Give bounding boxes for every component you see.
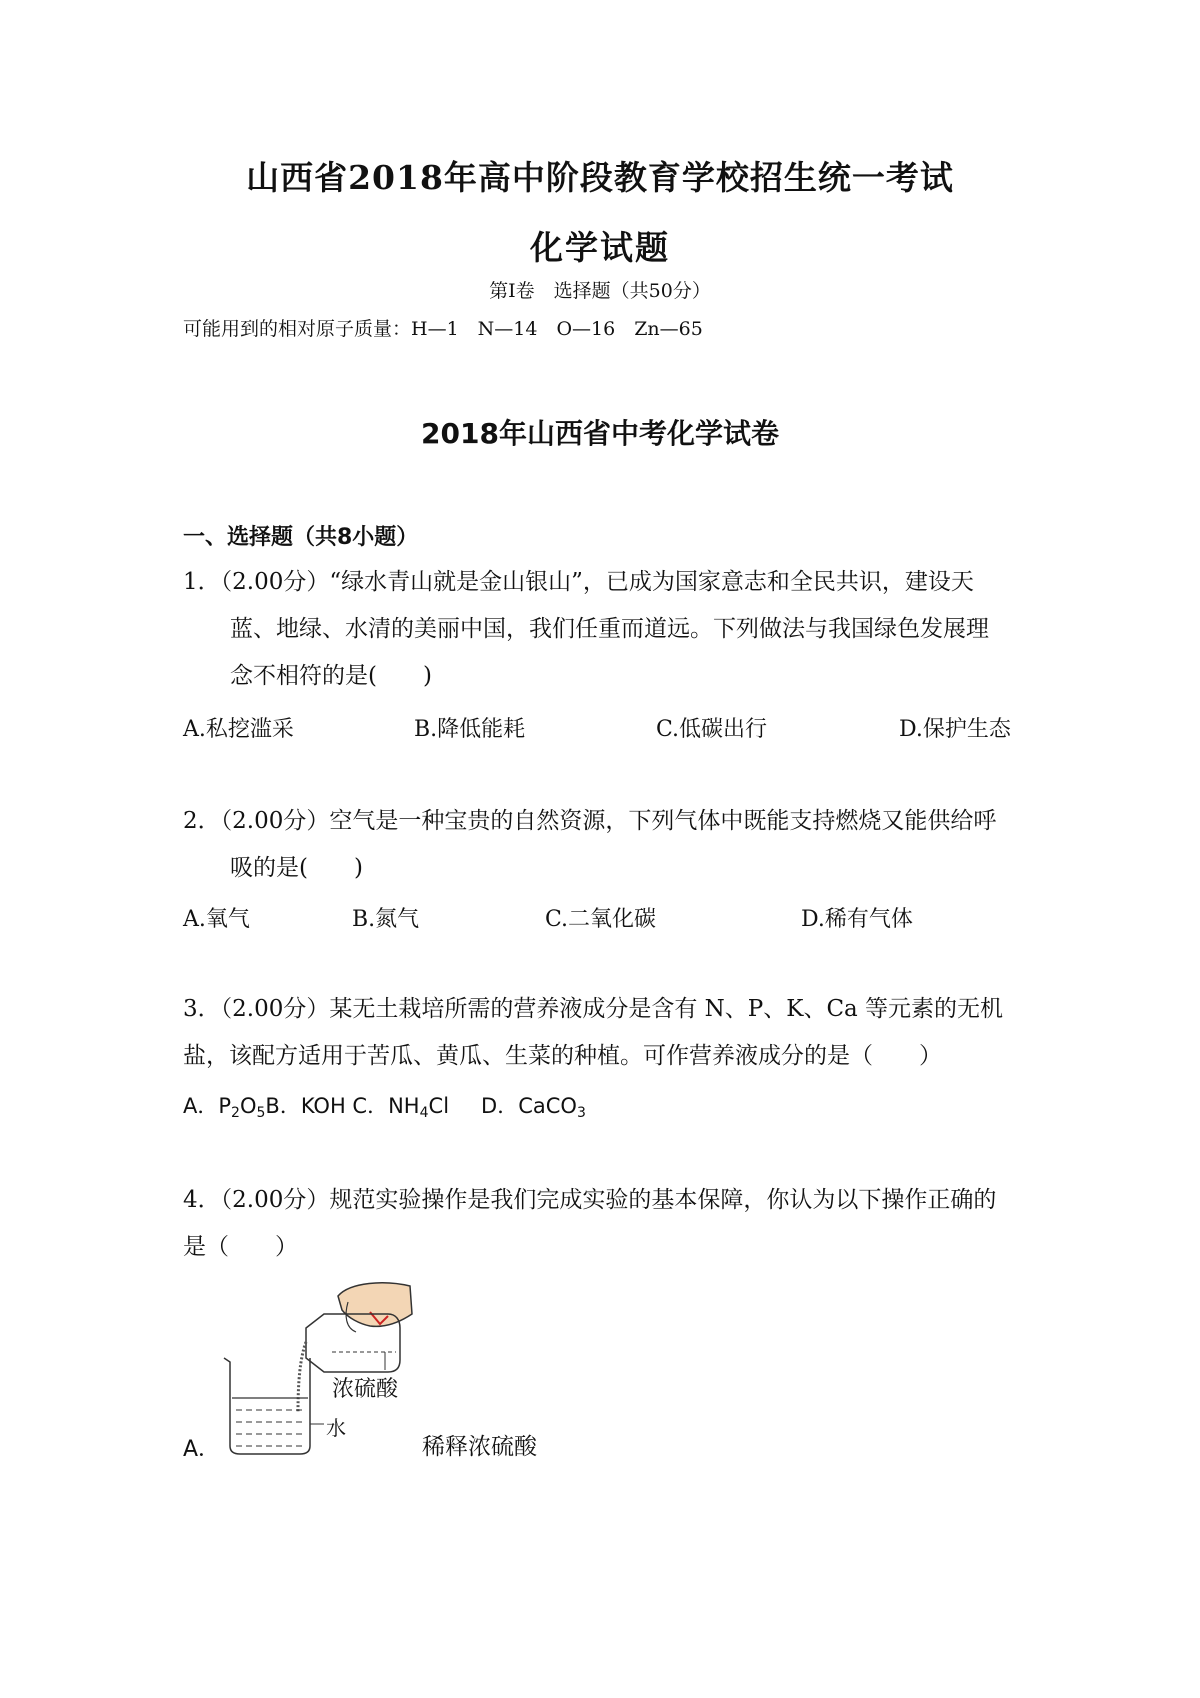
subscript: 2 <box>231 1105 240 1121</box>
option-a-text: A．P <box>183 1094 232 1118</box>
subscript: 5 <box>256 1105 266 1121</box>
part-subtitle: 第Ⅰ卷 选择题（共50分） <box>489 280 711 302</box>
question-1-option-b: B.降低能耗 <box>414 717 526 742</box>
option-a-text-2: O <box>239 1094 257 1118</box>
subject-title: 化学试题 <box>530 228 670 267</box>
question-1-option-d: D.保护生态 <box>899 717 1011 742</box>
subscript: 3 <box>576 1105 586 1121</box>
section-title: 一、选择题（共8小题） <box>183 525 419 550</box>
question-3-line-1: 3．（2.00分）某无土栽培所需的营养液成分是含有 N、P、K、Ca 等元素的无机 <box>183 996 1004 1022</box>
exam-title: 山西省2018年高中阶段教育学校招生统一考试 <box>246 158 954 197</box>
question-2-line-1: 2．（2.00分）空气是一种宝贵的自然资源，下列气体中既能支持燃烧又能供给呼 <box>183 808 997 834</box>
label-water: 水 <box>326 1416 346 1440</box>
option-d-text: D．CaCO <box>481 1094 577 1118</box>
atomic-masses: 可能用到的相对原子质量：H—1 N—14 O—16 Zn—65 <box>183 318 703 340</box>
question-2-option-c: C.二氧化碳 <box>545 907 657 932</box>
question-3-options <box>183 1090 586 1121</box>
question-4-option-a-label: A． <box>183 1437 221 1462</box>
question-1-option-a: A.私挖滥采 <box>183 717 294 742</box>
question-1-line-3: 念不相符的是( ) <box>230 663 432 689</box>
question-4-line-2: 是（ ） <box>183 1234 298 1260</box>
question-3-line-2: 盐，该配方适用于苦瓜、黄瓜、生菜的种植。可作营养液成分的是（ ） <box>183 1043 942 1069</box>
figure-caption: 稀释浓硫酸 <box>422 1434 537 1460</box>
acid-stream <box>298 1342 306 1412</box>
question-1-option-c: C.低碳出行 <box>656 717 768 742</box>
label-concentrated-acid: 浓硫酸 <box>332 1377 399 1402</box>
question-1-line-2: 蓝、地绿、水清的美丽中国，我们任重而道远。下列做法与我国绿色发展理 <box>230 616 989 642</box>
option-b-c-text: B．KOH C．NH <box>265 1094 420 1118</box>
question-4-line-1: 4．（2.00分）规范实验操作是我们完成实验的基本保障，你认为以下操作正确的 <box>183 1187 997 1213</box>
subscript: 4 <box>419 1105 429 1121</box>
question-2-option-b: B.氮气 <box>352 907 420 932</box>
hand-shape <box>338 1283 412 1327</box>
question-2-option-a: A.氧气 <box>183 907 250 932</box>
option-c-text-2: Cl <box>428 1094 450 1118</box>
question-2-line-2: 吸的是( ) <box>230 855 363 881</box>
paper-title: 2018年山西省中考化学试卷 <box>421 417 779 450</box>
question-2-option-d: D.稀有气体 <box>801 907 913 932</box>
question-1-line-1: 1．（2.00分）“绿水青山就是金山银山”，已成为国家意志和全民共识，建设天 <box>183 569 974 595</box>
